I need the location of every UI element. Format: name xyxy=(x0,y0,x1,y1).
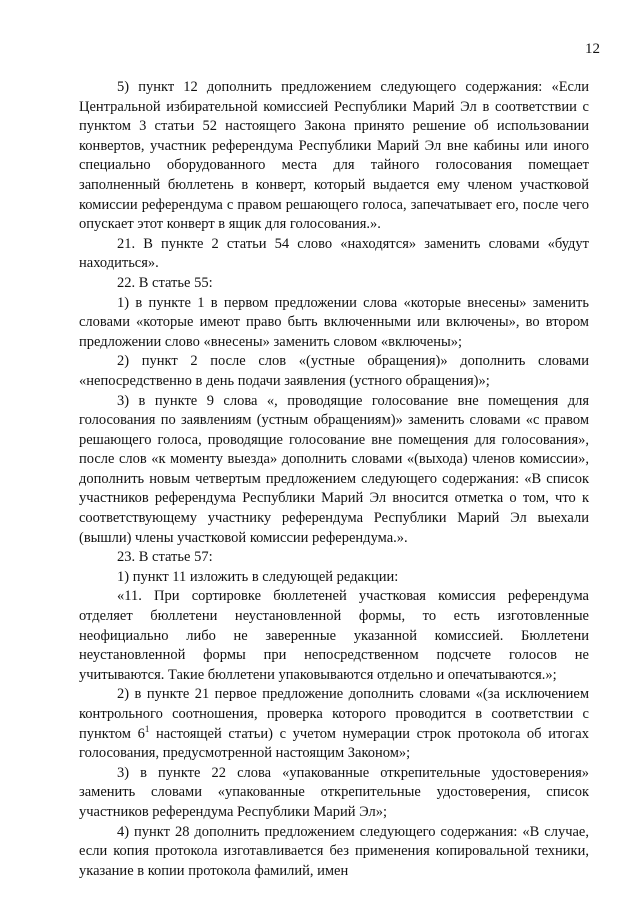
paragraph: 22. В статье 55: xyxy=(117,274,213,291)
paragraph-text: настоящей статьи) с учетом нумерации строк протокола об итогах голосования, предусмотренной настоящим Законом»; xyxy=(79,725,589,762)
paragraph: 21. В пункте 2 статьи 54 слово «находятся» заменить словами «будут находиться». xyxy=(79,235,589,272)
paragraph: 3) в пункте 22 слова «упакованные открепительные удостоверения» заменить словами «упакованные открепительные удостоверения, список участников референдума Республики Марий Эл»; xyxy=(79,764,589,820)
paragraph: 2) пункт 2 после слов «(устные обращения)» дополнить словами «непосредственно в день подачи заявления (устного обращения)»; xyxy=(79,353,589,389)
paragraph: 1) пункт 11 изложить в следующей редакции: xyxy=(117,568,399,585)
page-number: 12 xyxy=(585,41,600,57)
paragraph: 1) в пункте 1 в первом предложении слова «которые внесены» заменить словами «которые имеют право быть включенными или включены», во втором предложении слово «внесены» заменить словом «включены»; xyxy=(79,294,589,350)
paragraph: 5) пункт 12 дополнить предложением следующего содержания: «Если Центральной избирательной комиссией Республики Марий Эл в соответствии с пунктом 3 статьи 52 настоящего Закона принято решение об использовании конвертов, участник референдума Республики Марий Эл вне кабины или иного специально оборудованного места для тайного голосования помещает заполненный бюллетень в конверт, который выдается ему членом участковой комиссии референдума с правом решающего голоса, запечатывает его, после чего опускает этот конверт в ящик для голосования.». xyxy=(79,79,589,233)
paragraph xyxy=(79,685,589,763)
superscript: 1 xyxy=(144,723,150,734)
paragraph: 23. В статье 57: xyxy=(117,549,213,566)
paragraph-text: 2) в пункте 21 первое предложение дополнить словами «(за исключением контрольного соотношения, проверка которого проводится в соответствии с пунктом 6 xyxy=(79,686,589,742)
document-body xyxy=(79,78,589,881)
paragraph: «11. При сортировке бюллетеней участковая комиссия референдума отделяет бюллетени неустановленной формы, то есть изготовленные неофициально либо не заверенные указанной комиссией. Бюллетени неустановленной формы при непосредственном подсчете голосов не учитываются. Такие бюллетени упаковываются отдельно и опечатываются.»; xyxy=(79,588,589,683)
paragraph: 4) пункт 28 дополнить предложением следующего содержания: «В случае, если копия протокола изготавливается без применения копировальной техники, указание в копии протокола фамилий, имен xyxy=(79,823,589,879)
paragraph: 3) в пункте 9 слова «, проводящие голосование вне помещения для голосования по заявлениям (устным обращениям)» заменить словами «с правом решающего голоса, проводящие голосование вне помещения для голосования», после слов «к моменту выезда» дополнить словами «(выхода) членов комиссии», дополнить новым четвертым предложением следующего содержания: «В список участников референдума Республики Марий Эл вносится отметка о том, что к соответствующему участнику референдума Республики Марий Эл выехали (вышли) члены участковой комиссии референдума.». xyxy=(79,392,589,546)
